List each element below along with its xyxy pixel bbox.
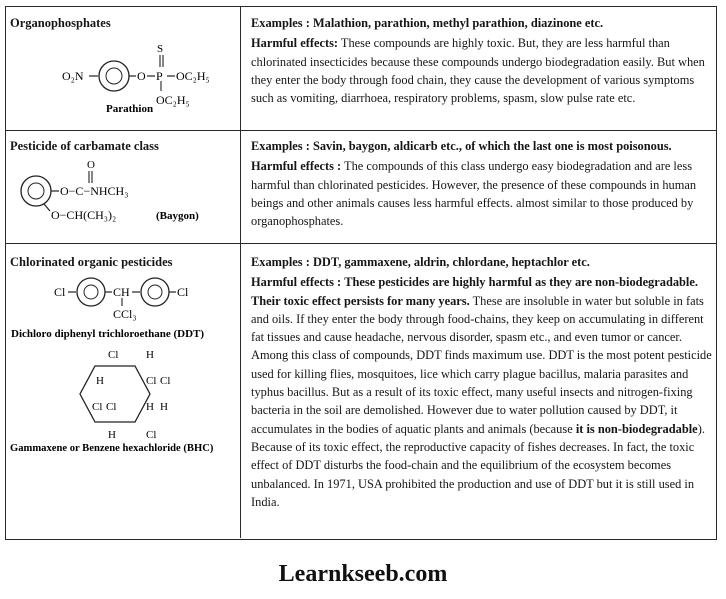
compound-name: (Baygon)	[156, 210, 199, 222]
no2-label: O₂N	[62, 69, 84, 83]
effects-paragraph	[251, 157, 713, 230]
description-cell	[251, 14, 713, 107]
svg-text:Cl: Cl	[106, 401, 117, 413]
bhc-structure	[10, 344, 236, 454]
svg-text:Cl: Cl	[160, 375, 171, 387]
cyclohexane-ring	[80, 366, 150, 422]
structure-cell	[10, 131, 236, 243]
examples-text: Examples : DDT, gammaxene, aldrin, chlordane, heptachlor etc.	[251, 255, 590, 269]
oc2h5-bottom-label: OC₂H₅	[156, 93, 190, 107]
effects-label: Harmful effects:	[251, 36, 339, 51]
effects-text-1: These are insoluble in water but soluble in fats and oils. If they enter the body through food-chains, they keep on accumulating in different fat tissues and cause headache, nervous disorder, spasm etc., and even tumor or cancer. Among this class of compounds, DDT finds maximum use. DDT is the most potent pesticide used for killing flies, mosquitoes, lice which carry plague bacillus, malaria parasites and typhus bacillus. But as a result of its toxic effect, many useful insects and nitrogen-fixing bacteria in the soil are demolished. However due to water pollution caused by DDT, it accumulates in the bodies of aquatic plants and animals (because	[251, 293, 712, 436]
site-footer: Learnkseeb.com	[278, 561, 448, 587]
benzene-ring	[21, 176, 51, 206]
parathion-structure	[10, 31, 236, 131]
row-heading: Pesticide of carbamate class	[10, 139, 159, 153]
effects-label: Harmful effects :	[251, 159, 342, 174]
structure-cell	[10, 244, 236, 538]
benzene-ring	[99, 61, 129, 91]
table-row-chlorinated	[6, 244, 716, 538]
column-divider	[240, 244, 241, 538]
svg-text:H: H	[96, 375, 104, 387]
bhc-name: Gammaxene or Benzene hexachloride (BHC)	[10, 443, 214, 454]
row-heading: Chlorinated organic pesticides	[10, 255, 173, 269]
svg-text:Cl: Cl	[146, 429, 157, 441]
oc2h5-right-label: OC₂H₅	[176, 69, 210, 83]
description-cell	[251, 253, 713, 511]
compound-name: Parathion	[106, 103, 154, 115]
svg-text:Cl: Cl	[108, 349, 119, 361]
pesticide-table	[5, 6, 717, 540]
carbamate-chain: O−C−NHCH₃	[60, 184, 129, 198]
ddt-name: Dichloro diphenyl trichloroethane (DDT)	[11, 328, 205, 340]
baygon-structure	[10, 155, 236, 241]
column-divider	[240, 7, 241, 130]
table-row-carbamate	[6, 131, 716, 244]
ddt-structure	[10, 270, 236, 340]
carbonyl-o-label: O	[87, 159, 95, 171]
svg-text:H: H	[146, 401, 154, 413]
svg-text:H: H	[160, 401, 168, 413]
examples-text: Examples : Malathion, parathion, methyl parathion, diazinone etc.	[251, 16, 604, 30]
ddt-ccl3: CCl₃	[113, 307, 137, 321]
ddt-ch: CH	[113, 285, 130, 299]
structure-cell	[10, 7, 236, 130]
ddt-cl-right: Cl	[177, 285, 189, 299]
phosphorus-label: P	[156, 69, 163, 83]
svg-text:H: H	[146, 349, 154, 361]
effects-text-2: ). Because of its toxic effect, the reproductive capacity of fishes decreases. In fact, the toxic effect of DDT disturbs the food-chain and the equilibrium of the ecosystem becomes unbalanced. In 1971, USA prohibited the production and use of DDT but it is still used in India.	[251, 421, 705, 509]
effects-paragraph	[251, 34, 713, 107]
effects-bold-2: it is non-biodegradable	[575, 421, 698, 436]
svg-text:Cl: Cl	[146, 375, 157, 387]
table-row-organophosphates	[6, 7, 716, 131]
svg-text:H: H	[108, 429, 116, 441]
isopropoxy-label: O−CH(CH₃)₂	[51, 208, 117, 222]
column-divider	[240, 131, 241, 243]
o-link-label: O	[137, 69, 146, 83]
row-heading: Organophosphates	[10, 16, 111, 30]
description-cell	[251, 137, 713, 230]
effects-text: These compounds are highly toxic. But, they are less harmful than chlorinated insecticides because these compounds undergo biodegradation easily. But when they enter the body through food chain, they cause the development of various symptoms such as vomiting, diarrhoea, respiratory problems, spasm, slow pulse rate etc.	[251, 36, 705, 106]
effects-bold: These pesticides are highly harmful as they are non-biodegradable. Their toxic effect persists for many years.	[251, 275, 698, 308]
svg-text:Cl: Cl	[92, 401, 103, 413]
effects-text: The compounds of this class undergo easy biodegradation and are less harmful than chlorinated pesticides. However, the presence of these compounds in human beings and other animals causes less harmful effects. almost similar to those produced by organophosphates.	[251, 159, 697, 229]
effects-paragraph	[251, 273, 713, 511]
effects-label: Harmful effects :	[251, 275, 342, 290]
examples-text: Examples : Savin, baygon, aldicarb etc., of which the last one is most poisonous.	[251, 139, 672, 153]
ddt-cl-left: Cl	[54, 285, 66, 299]
sulfur-label: S	[157, 43, 164, 55]
